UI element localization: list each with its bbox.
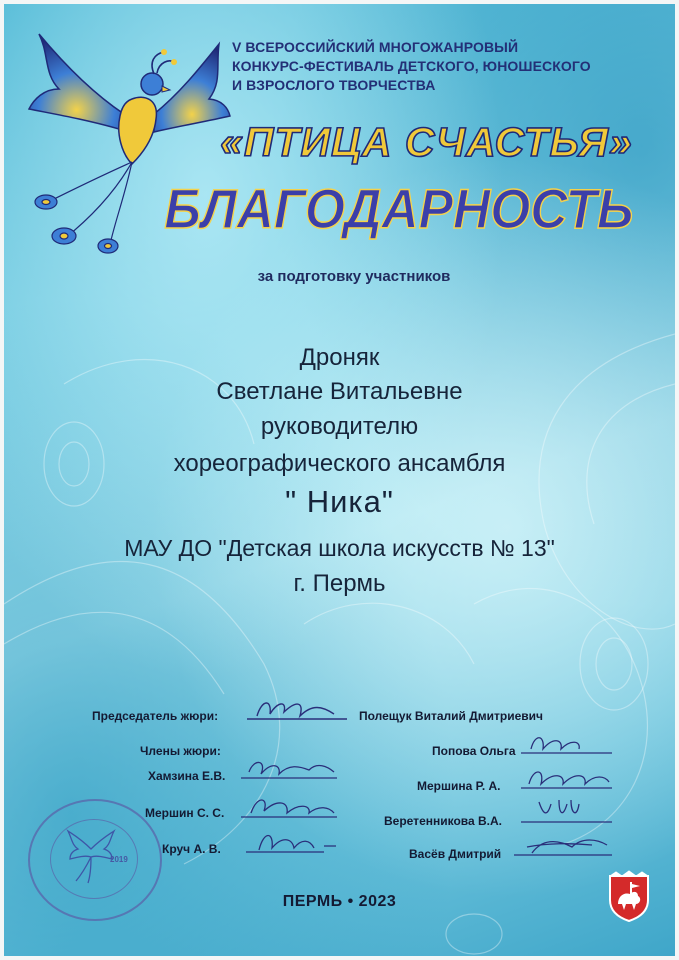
footer-city-year: ПЕРМЬ • 2023 — [282, 893, 397, 910]
chair-signature — [242, 694, 352, 724]
perm-coat-of-arms-icon — [608, 870, 650, 922]
institution: МАУ ДО "Детская школа искусств № 13" — [124, 535, 555, 561]
festival-name: «ПТИЦА СЧАСТЬЯ» — [220, 119, 633, 165]
jury-member-right-4: Васёв Дмитрий — [409, 847, 502, 861]
recipient-surname: Дроняк — [299, 344, 380, 371]
city: г. Пермь — [293, 570, 386, 597]
signature-right-2 — [519, 762, 614, 792]
subtitle: за подготовку участников — [257, 268, 451, 285]
group-name: " Ника" — [285, 484, 394, 519]
signature-right-1 — [519, 729, 614, 757]
recipient-name: Светлане Витальевне — [216, 378, 463, 405]
jury-member-left-3: Круч А. В. — [162, 842, 221, 856]
seal-year: 2019 — [110, 855, 128, 864]
jury-member-left-1: Хамзина Е.В. — [148, 769, 226, 783]
signature-left-1 — [239, 752, 339, 782]
signature-right-4 — [512, 829, 617, 861]
jury-member-left-2: Мершин С. С. — [145, 806, 225, 820]
jury-member-right-2: Мершина Р. А. — [417, 779, 501, 793]
group-type: хореографического ансамбля — [173, 450, 506, 477]
header-line-3: И ВЗРОСЛОГО ТВОРЧЕСТВА — [232, 77, 436, 93]
certificate-sheet — [4, 4, 675, 956]
signature-left-2 — [239, 791, 339, 821]
jury-member-right-1: Попова Ольга — [432, 744, 516, 758]
seal-bird-icon — [66, 829, 116, 884]
jury-member-right-3: Веретенникова В.А. — [384, 814, 503, 828]
document-title: БЛАГОДАРНОСТЬ — [164, 177, 634, 240]
jury-members-label: Члены жюри: — [140, 744, 221, 758]
header-line-2: КОНКУРС-ФЕСТИВАЛЬ ДЕТСКОГО, ЮНОШЕСКОГО — [232, 58, 591, 74]
jury-chair-name: Полещук Виталий Дмитриевич — [359, 709, 544, 723]
header-line-1: V ВСЕРОССИЙСКИЙ МНОГОЖАНРОВЫЙ — [232, 39, 519, 55]
recipient-role: руководителю — [260, 413, 419, 440]
signature-left-3 — [244, 824, 339, 856]
signature-right-3 — [519, 794, 614, 826]
jury-chair-label: Председатель жюри: — [92, 709, 219, 723]
